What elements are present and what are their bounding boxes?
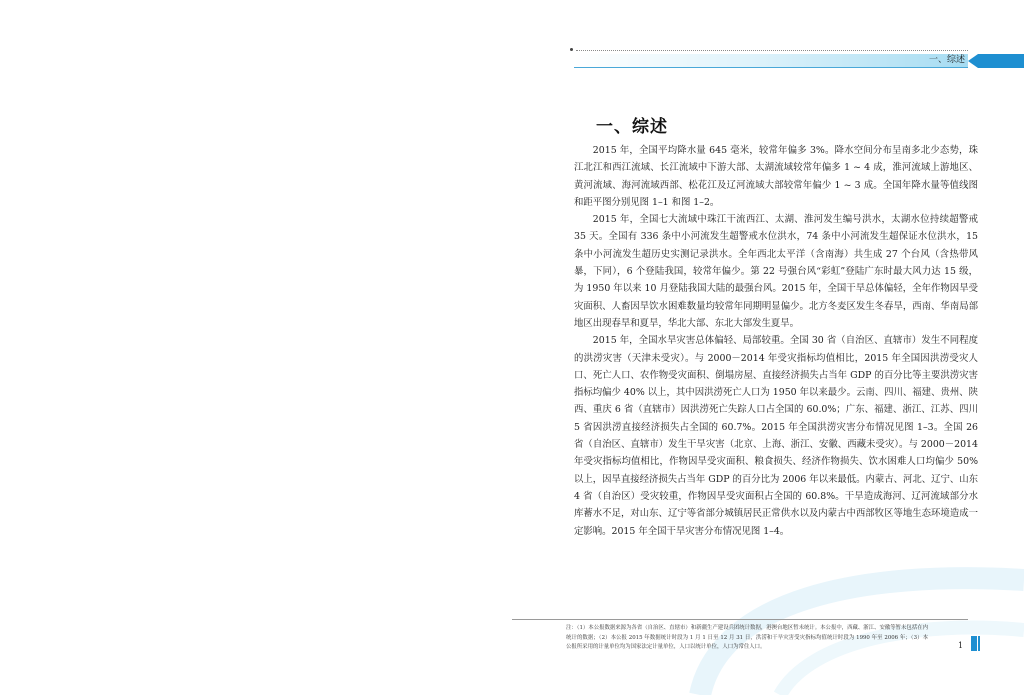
paragraph-disasters: 2015 年，全国水旱灾害总体偏轻、局部较重。全国 30 省（自治区、直辖市）发生不同程度的洪涝灾害（天津未受灾）。与 2000－2014 年受灾指标均值相比，2015 年全国因洪涝受灾人口、死亡人口、农作物受灾面积、倒塌房屋、直接经济损失占当年 GDP 的百分比等主要洪涝灾害指标均偏少 40% 以上，其中因洪涝死亡人口为 1950 年以来最少。云南、四川、福建、贵州、陕西、重庆 6 省（直辖市）因洪涝死亡失踪人口占全国的 60.0%；广东、福建、浙江、江苏、四川 5 省因洪涝直接经济损失占全国的 60.7%。2015 年全国洪涝灾害分布情况见图 1–3。全国 26 省（自治区、直辖市）发生干旱灾害（北京、上海、浙江、安徽、西藏未受灾）。与 2000－2014 年受灾指标均值相比，作物因旱受灾面积、粮食损失、经济作物损失、饮水困难人口均偏少 50% 以上，因旱直接经济损失占当年 GDP 的百分比为 2006 年以来最低。内蒙古、河北、辽宁、山东 4 省（自治区）受灾较重，作物因旱受灾面积占全国的 60.8%。干旱造成海河、辽河流域部分水库蓄水不足，对山东、辽宁等省部分城镇居民正常供水以及内蒙古中西部牧区等地生态环境造成一定影响。2015 年全国干旱灾害分布情况见图 1–4。 [574, 335, 978, 537]
header-tab-triangle-icon [968, 54, 978, 68]
page-title: 一、综述 [596, 117, 668, 137]
page-number: 1 [958, 641, 964, 650]
header-dotted-rule [576, 50, 968, 51]
footnote-rule [512, 619, 968, 620]
paragraph-floods: 2015 年，全国七大流域中珠江干流西江、太湖、淮河发生编号洪水，太湖水位持续超警戒 35 天。全国有 336 条中小河流发生超警戒水位洪水，74 条中小河流发生超保证水位洪水，15 条中小河流发生超历史实测记录洪水。全年西北太平洋（含南海）共生成 27 个台风（含热带风暴，下同），6 个登陆我国，较常年偏少。第 22 号强台风“彩虹”登陆广东时最大风力达 15 级，为 1950 年以来 10 月登陆我国大陆的最强台风。2015 年，全国干旱总体偏轻，全年作物因旱受灾面积、人畜因旱饮水困难数量均较常年同期明显偏少。北方冬麦区发生冬春旱，西南、华南局部地区出现春旱和夏旱，华北大部、东北大部发生夏旱。 [574, 214, 978, 329]
header-dot [570, 48, 573, 51]
header-rule [574, 67, 968, 68]
header-tab-bar [978, 54, 1024, 68]
body-text [574, 142, 978, 540]
page-tab-marker-thin [978, 636, 980, 651]
paragraph-precipitation: 2015 年，全国平均降水量 645 毫米，较常年偏多 3%。降水空间分布呈南多北少态势，珠江北江和西江流域、长江流域中下游大部、太湖流域较常年偏多 1 ~ 4 成，淮河流域上游地区、黄河流域、海河流域西部、松花江及辽河流域大部较常年偏少 1 ~ 3 成。全国年降水量等值线图和距平图分别见图 1–1 和图 1–2。 [574, 145, 978, 208]
running-header-label: 一、综述 [928, 55, 965, 65]
footnote: 注：（1）本公报数据来源为各省（自治区、直辖市）和新疆生产建设兵团统计数据，港澳台地区暂未统计。本公报中，西藏、浙江、安徽等暂未包括在内统计的数据；（2）本公报 2015 年数据统计时段为 1 月 1 日至 12 月 31 日，洪涝和干旱灾害受灾指标均值统计时段为 1990 年至 2006 年；（3）本公报所采用的计量单位均为国家法定计量单位，人口以统计单位，人口为常住人口。 [566, 625, 928, 651]
page-tab-marker [971, 636, 977, 651]
